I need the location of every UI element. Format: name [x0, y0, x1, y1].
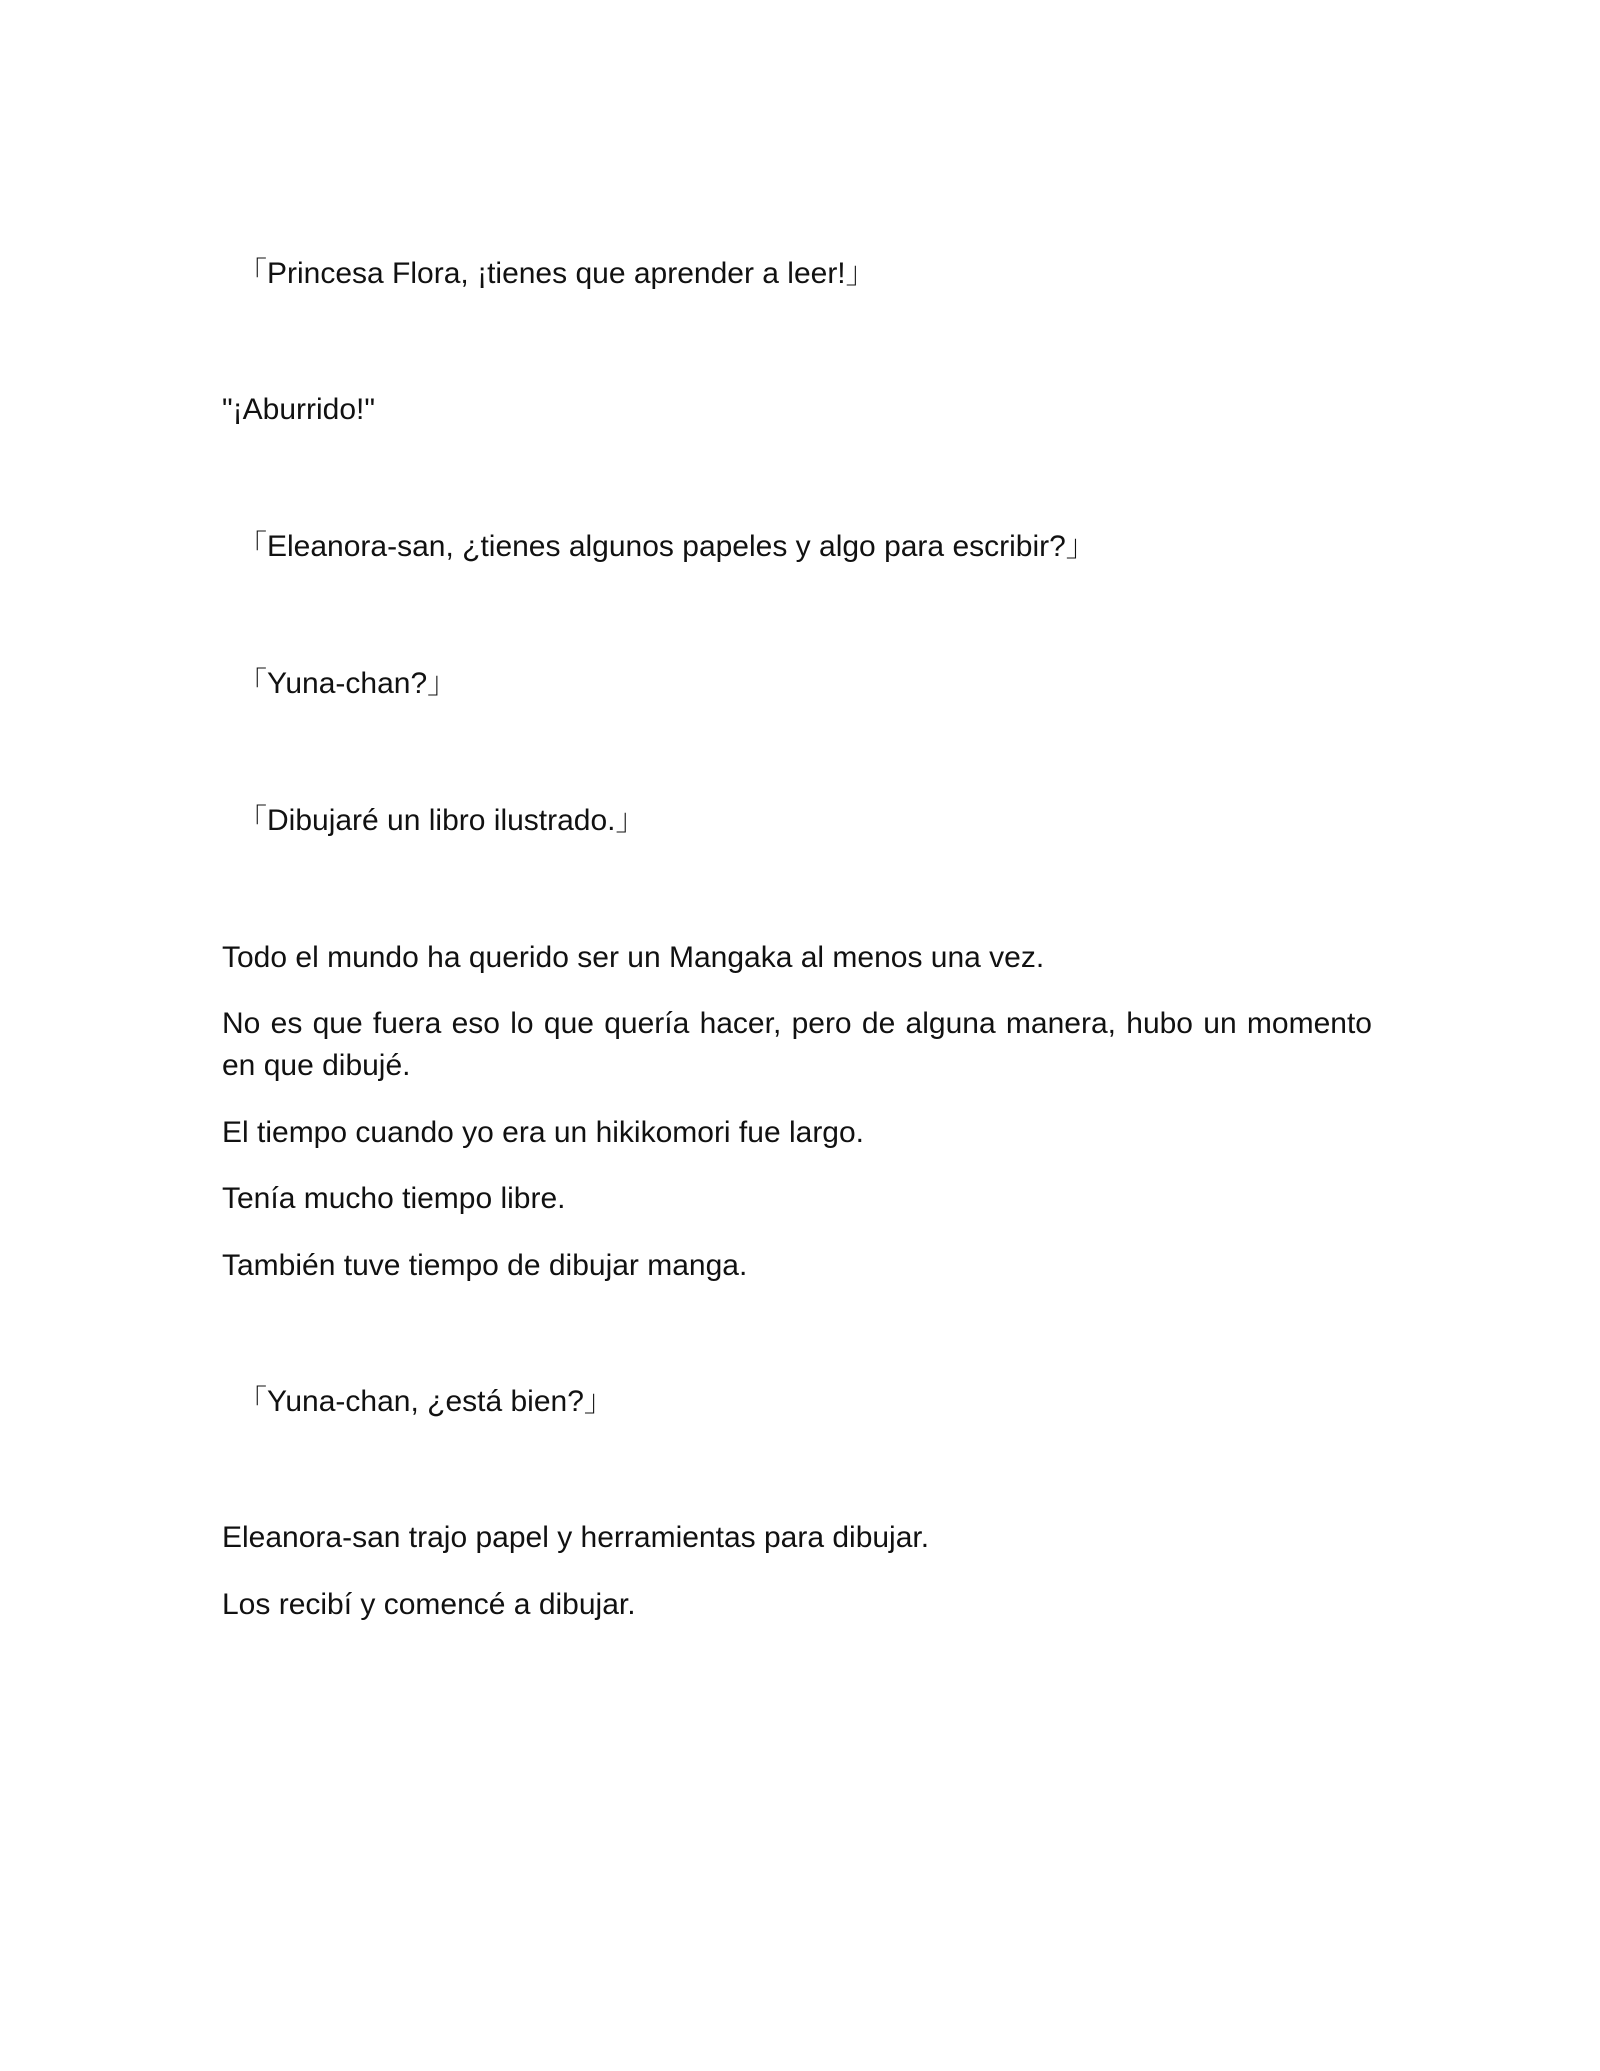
dialogue-line-eleanora-papers: 「Eleanora-san, ¿tienes algunos papeles y algo para escribir?」 [222, 530, 1096, 563]
paragraph-dibujar-manga: También tuve tiempo de dibujar manga. [222, 1249, 748, 1282]
dialogue-line-esta-bien: 「Yuna-chan, ¿está bien?」 [222, 1385, 614, 1418]
dialogue-line-princess-flora: 「Princesa Flora, ¡tienes que aprender a leer!」 [222, 257, 876, 290]
paragraph-no-es-que: No es que fuera eso lo que quería hacer, pero de alguna manera, hubo un momento en que dibujé. [222, 1007, 1372, 1082]
dialogue-line-dibujare: 「Dibujaré un libro ilustrado.」 [222, 804, 646, 837]
paragraph-mangaka: Todo el mundo ha querido ser un Mangaka al menos una vez. [222, 941, 1045, 974]
paragraph-eleanora-trajo: Eleanora-san trajo papel y herramientas para dibujar. [222, 1521, 930, 1554]
paragraph-hikikomori: El tiempo cuando yo era un hikikomori fue largo. [222, 1116, 865, 1149]
dialogue-line-aburrido: "¡Aburrido!" [222, 393, 376, 426]
dialogue-line-yuna-chan: 「Yuna-chan?」 [222, 667, 458, 700]
paragraph-tiempo-libre: Tenía mucho tiempo libre. [222, 1182, 566, 1215]
paragraph-los-recibi: Los recibí y comencé a dibujar. [222, 1588, 636, 1621]
